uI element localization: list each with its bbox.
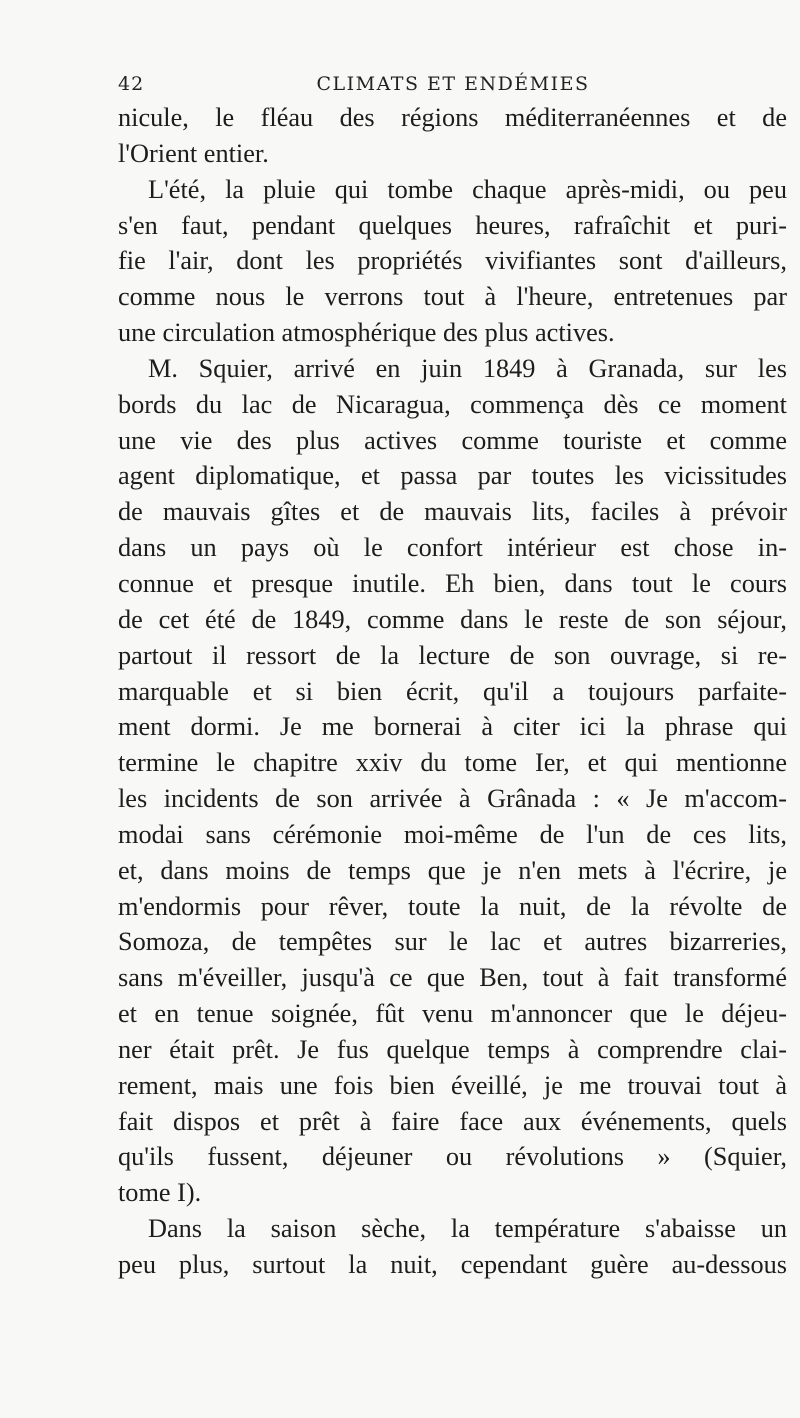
text-line: les incidents de son arrivée à Grânada : « Je m'accom-	[118, 784, 787, 814]
text-line: une vie des plus actives comme touriste et comme	[118, 425, 787, 455]
text-line: fie l'air, dont les propriétés vivifiantes sont d'ailleurs,	[118, 246, 787, 276]
text-line: termine le chapitre xxiv du tome Ier, et qui mentionne	[118, 748, 787, 778]
text-line: nicule, le fléau des régions méditerranéennes et de	[118, 103, 787, 132]
text-line: connue et presque inutile. Eh bien, dans tout le cours	[118, 568, 787, 598]
text-line: ner était prêt. Je fus quelque temps à comprendre clai-	[118, 1034, 787, 1064]
text-line: M. Squier, arrivé en juin 1849 à Granada, sur les	[148, 353, 787, 383]
text-line: rement, mais une fois bien éveillé, je me trouvai tout à	[118, 1070, 787, 1100]
text-line: modai sans cérémonie moi-même de l'un de ces lits,	[118, 819, 787, 849]
page-number: 42	[118, 73, 145, 95]
text-line: bords du lac de Nicaragua, commença dès ce moment	[118, 389, 787, 419]
text-line: comme nous le verrons tout à l'heure, entretenues par	[118, 282, 787, 312]
text-line: Somoza, de tempêtes sur le lac et autres bizarreries,	[118, 927, 787, 957]
text-line: marquable et si bien écrit, qu'il a toujours parfaite-	[118, 676, 787, 706]
text-line: ment dormi. Je me bornerai à citer ici la phrase qui	[118, 712, 787, 742]
text-line: m'endormis pour rêver, toute la nuit, de la révolte de	[118, 891, 787, 921]
text-line: sans m'éveiller, jusqu'à ce que Ben, tout à fait transformé	[118, 963, 787, 993]
text-line: Dans la saison sèche, la température s'abaisse un	[148, 1214, 787, 1244]
running-title: CLIMATS ET ENDÉMIES	[316, 73, 590, 95]
text-line: et en tenue soignée, fût venu m'annoncer que le déjeu-	[118, 999, 787, 1029]
text-line: agent diplomatique, et passa par toutes les vicissitudes	[118, 461, 787, 491]
text-line: de cet été de 1849, comme dans le reste de son séjour,	[118, 604, 787, 634]
text-line: peu plus, surtout la nuit, cependant guère au-dessous	[118, 1250, 787, 1279]
body-text	[118, 100, 787, 1283]
text-line: qu'ils fussent, déjeuner ou révolutions » (Squier,	[118, 1142, 787, 1172]
text-line: dans un pays où le confort intérieur est chose in-	[118, 533, 787, 563]
text-line: de mauvais gîtes et de mauvais lits, faciles à prévoir	[118, 497, 787, 527]
text-line: tome I).	[118, 1178, 202, 1208]
text-line: L'été, la pluie qui tombe chaque après-midi, ou peu	[148, 174, 787, 204]
text-line: s'en faut, pendant quelques heures, rafraîchit et puri-	[118, 210, 787, 240]
text-line: et, dans moins de temps que je n'en mets à l'écrire, je	[118, 855, 787, 885]
text-line: l'Orient entier.	[118, 138, 269, 168]
text-line: partout il ressort de la lecture de son ouvrage, si re-	[118, 640, 787, 670]
text-line: une circulation atmosphérique des plus actives.	[118, 318, 615, 348]
running-head	[118, 63, 788, 99]
text-line: fait dispos et prêt à faire face aux événements, quels	[118, 1106, 787, 1136]
